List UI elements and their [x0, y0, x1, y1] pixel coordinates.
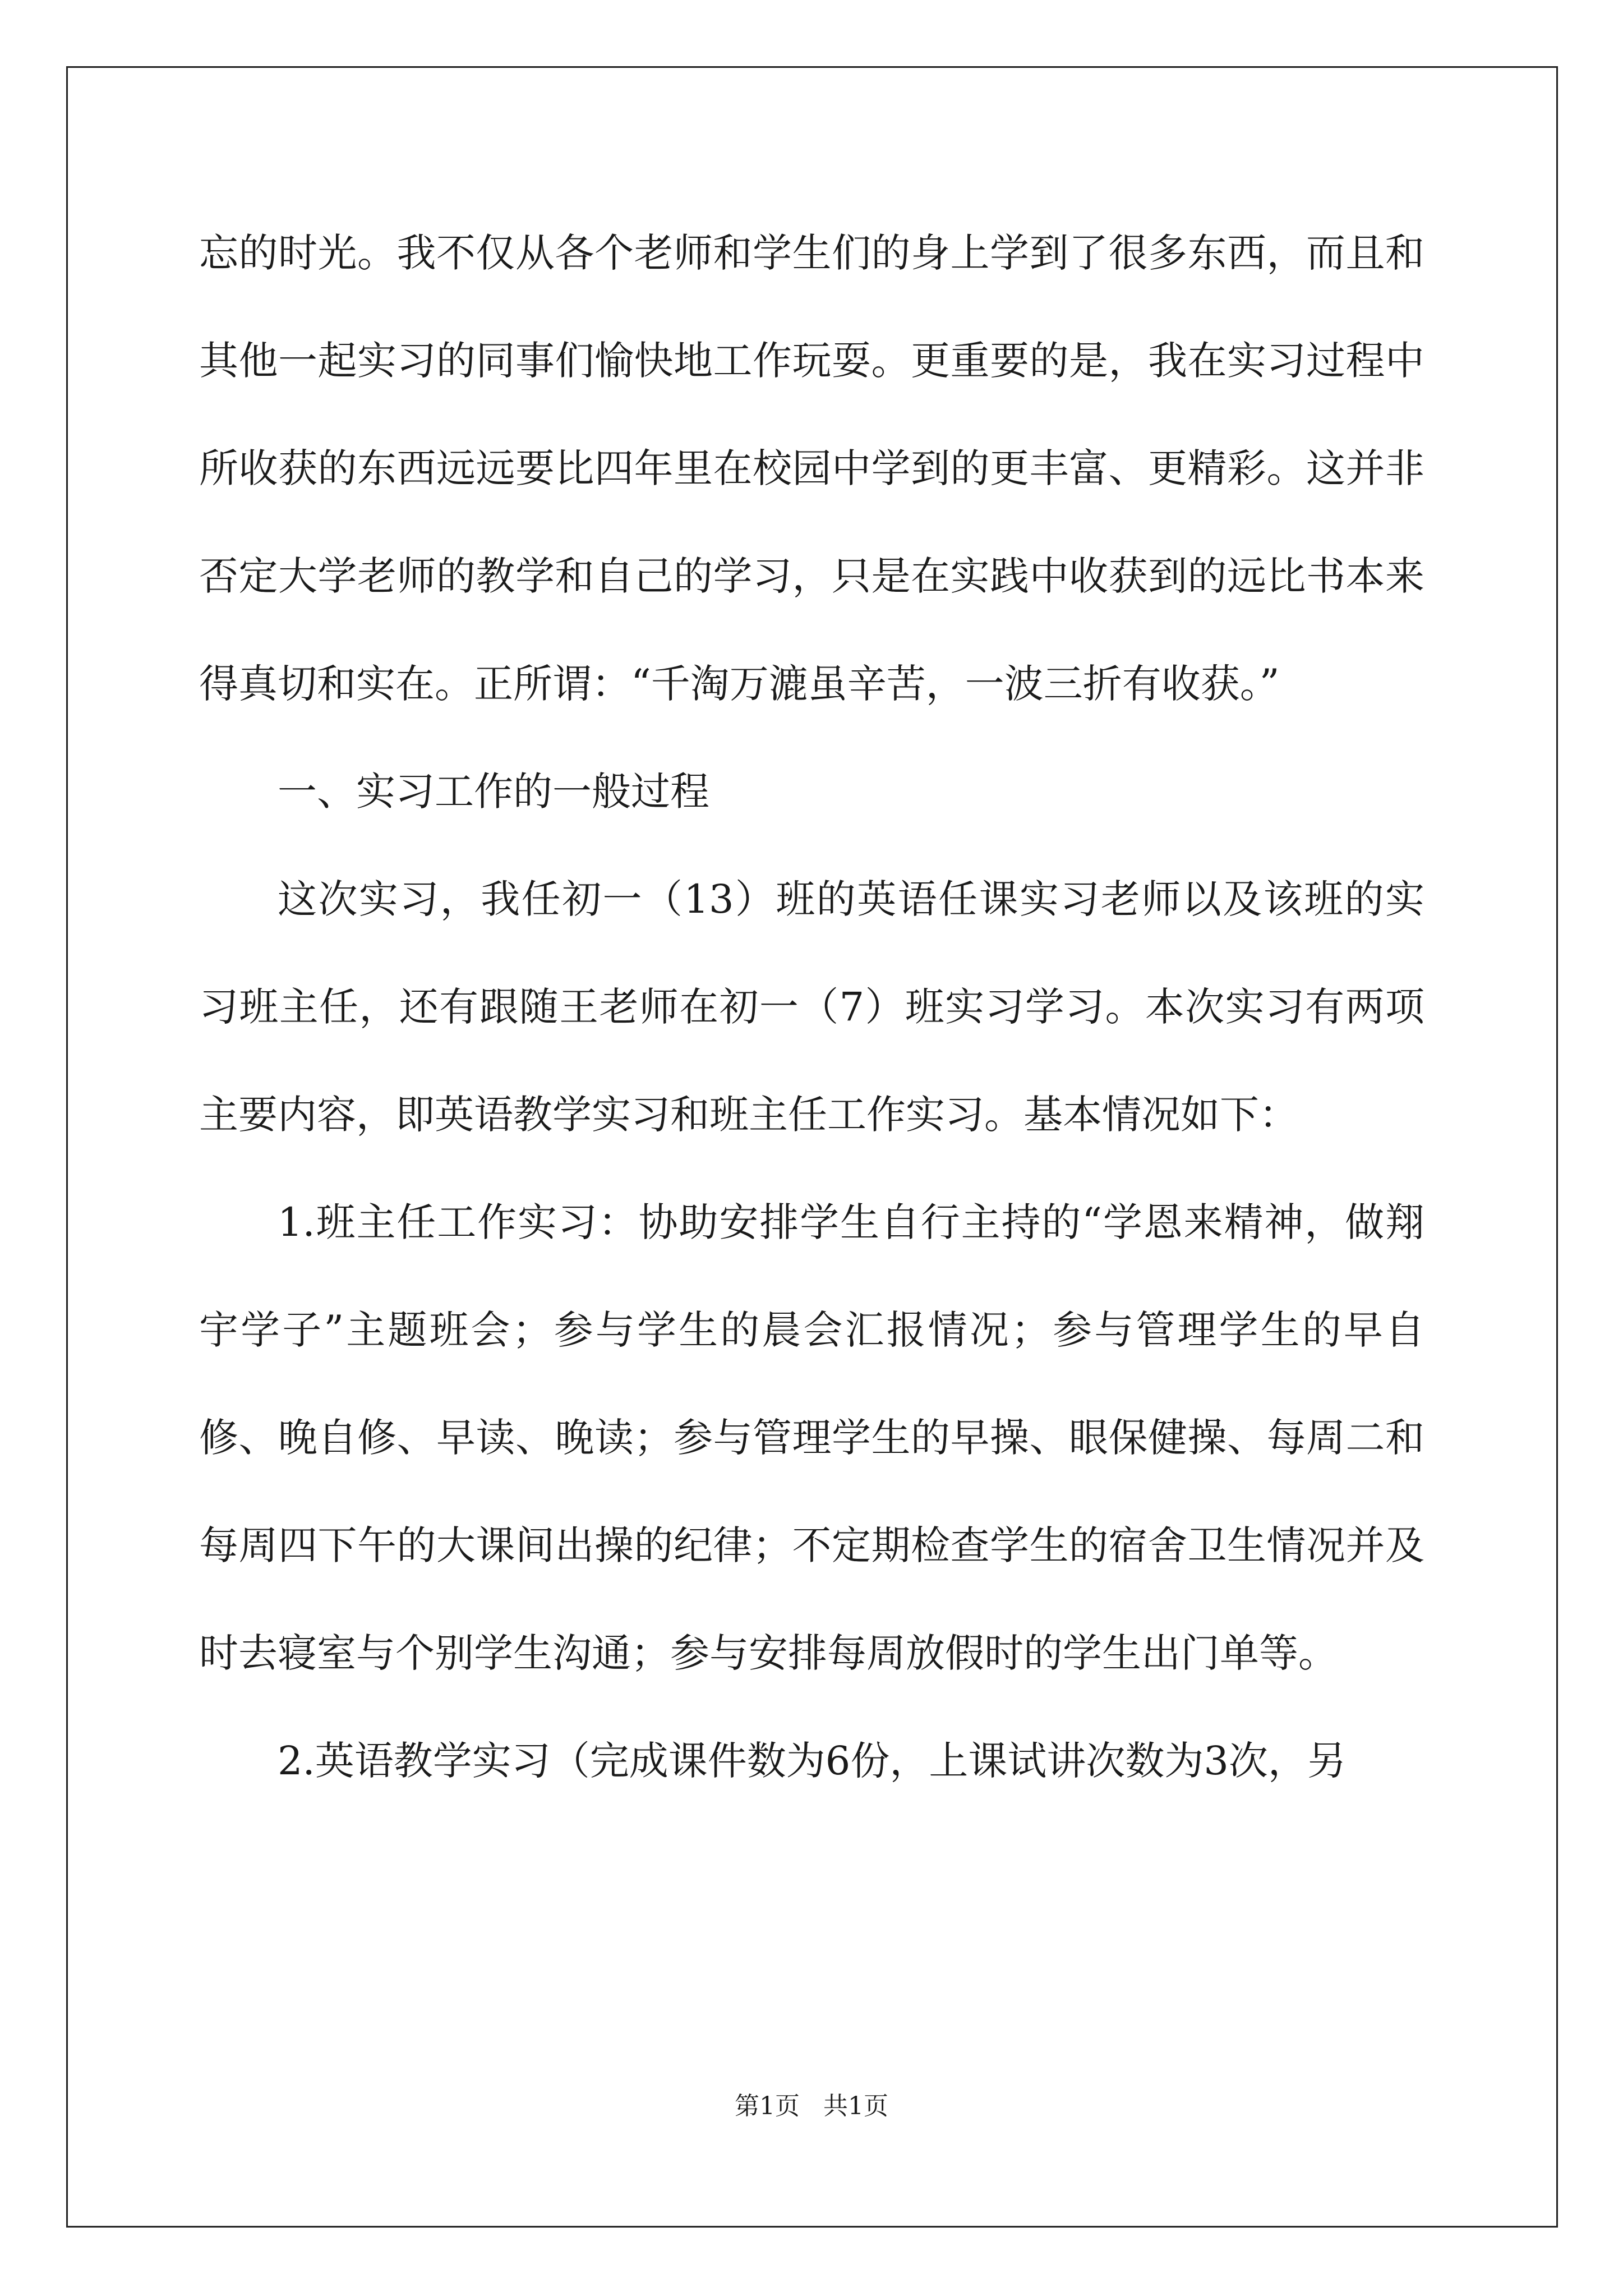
section-heading: 一、实习工作的一般过程 — [278, 769, 709, 815]
page-number: 第1页 — [735, 2092, 800, 2120]
page-total: 共1页 — [823, 2092, 888, 2120]
paragraph-2: 这次实习，我任初一（13）班的英语任课实习老师以及该班的实习班主任，还有跟随王老师在初一（7）班实习学习。本次实习有两项主要内容，即英语教学实习和班主任工作实习。基本情况如下： — [199, 876, 1424, 1138]
paragraph-1: 忘的时光。我不仅从各个老师和学生们的身上学到了很多东西，而且和其他一起实习的同事们愉快地工作玩耍。更重要的是，我在实习过程中所收获的东西远远要比四年里在校园中学到的更丰富、更精彩。这并非否定大学老师的教学和自己的学习，只是在实践中收获到的远比书本来得真切和实在。正所谓：“千淘万漉虽辛苦，一波三折有收获。” — [199, 230, 1424, 707]
page-footer — [0, 2086, 1623, 2122]
paragraph-4: 2.英语教学实习（完成课件数为6份，上课试讲次数为3次，另 — [278, 1738, 1347, 1784]
paragraph-3: 1.班主任工作实习：协助安排学生自行主持的“学恩来精神，做翔宇学子”主题班会；参与学生的晨会汇报情况；参与管理学生的早自修、晚自修、早读、晚读；参与管理学生的早操、眼保健操、每周二和每周四下午的大课间出操的纪律；不定期检查学生的宿舍卫生情况并及时去寝室与个别学生沟通；参与安排每周放假时的学生出门单等。 — [199, 1199, 1424, 1676]
footer-spacer — [800, 2092, 823, 2120]
document-body — [199, 199, 1424, 1815]
